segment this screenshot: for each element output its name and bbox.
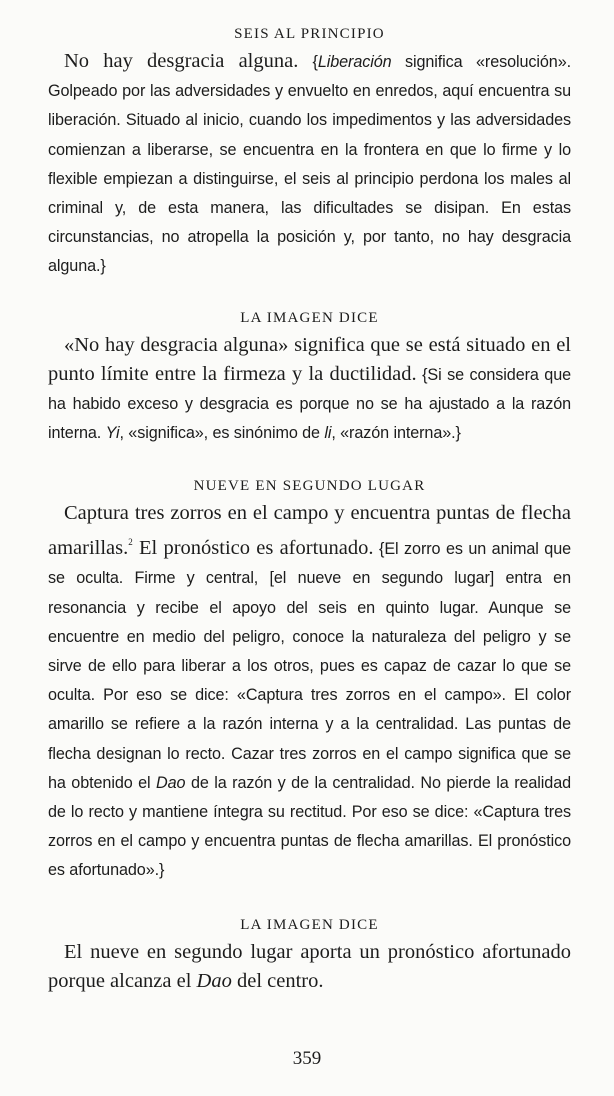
commentary-text: {Si se considera que ha habido exceso y desgracia es porque no se ha ajustado a la razón interna. xyxy=(48,365,571,443)
commentary-text: , «significa», es sinónimo de xyxy=(119,424,325,443)
lead-text: El nueve en segundo lugar aporta un pronóstico afortunado porque alcanza el xyxy=(48,940,571,992)
section-heading: LA IMAGEN DICE xyxy=(240,309,379,326)
section-text xyxy=(48,938,571,996)
lead-text: Captura tres zorros en el campo y encuentra puntas de flecha amarillas. xyxy=(48,502,571,560)
section-text xyxy=(48,499,571,884)
section-la-imagen-dice-2 xyxy=(48,917,571,996)
commentary-text: significa «resolución». Golpeado por las adversidades y envuelto en enredos, aquí encuentra su liberación. Situado al inicio, cuando los impedimentos y las adversidades comienzan a liberarse, se encuentra en la frontera en que lo firme y lo flexible empiezan a distinguirse, el seis al principio perdona los males al criminal y, de esta manera, las dificultades se disipan. En estas circunstancias, no atropella la posición y, por tanto, no hay desgracia alguna.} xyxy=(48,53,571,276)
commentary-text: {El zorro es un animal que se oculta. Firme y central, [el nueve en segundo lugar] entra en resonancia y recibe el apoyo del seis en quinto lugar. Aunque se encuentre en medio del peligro, conoce la naturaleza del peligro y se sirve de ello para liberar a los otros, pues es capaz de cazar lo que se oculta. Por eso se dice: «Captura tres zorros en el campo». El color amarillo se refiere a la razón interna y a la centralidad. Las puntas de flecha designan lo recto. Cazar tres zorros en el campo significa que se ha obtenido el xyxy=(48,540,571,792)
lead-italic: Dao xyxy=(196,969,232,992)
commentary-italic: Yi xyxy=(105,424,120,443)
commentary-text: , «razón interna».} xyxy=(331,424,461,443)
commentary-text: de la razón y de la centralidad. No pierde la realidad de lo recto y mantiene íntegra su rectitud. Por eso se dice: «Captura tres zorros en el campo y encuentra puntas de flecha amarillas. El pronóstico es afortunado».} xyxy=(48,773,571,880)
section-heading: SEIS AL PRINCIPIO xyxy=(234,26,385,42)
footnote-marker: 2 xyxy=(128,537,133,548)
page-number: 359 xyxy=(292,1048,322,1069)
lead-text: del centro. xyxy=(231,969,324,992)
lead-text: «No hay desgracia alguna» significa que se está situado en el punto límite entre la firmeza y la ductilidad. xyxy=(48,333,571,385)
commentary-brace: { xyxy=(312,53,318,71)
section-seis-al-principio xyxy=(48,26,571,281)
commentary-italic: Dao xyxy=(156,773,186,792)
section-heading: NUEVE EN SEGUNDO LUGAR xyxy=(193,478,426,495)
lead-text: No hay desgracia alguna. xyxy=(64,50,299,72)
section-text xyxy=(48,47,571,281)
section-text xyxy=(48,331,571,448)
section-nueve-en-segundo-lugar xyxy=(48,478,571,884)
book-page xyxy=(48,26,571,996)
section-heading: LA IMAGEN DICE xyxy=(240,916,379,933)
commentary-italic: Liberación xyxy=(317,53,392,71)
commentary-italic: li xyxy=(324,424,332,443)
section-la-imagen-dice-1 xyxy=(48,310,571,448)
lead-text: El pronóstico es afortunado. xyxy=(132,537,374,560)
